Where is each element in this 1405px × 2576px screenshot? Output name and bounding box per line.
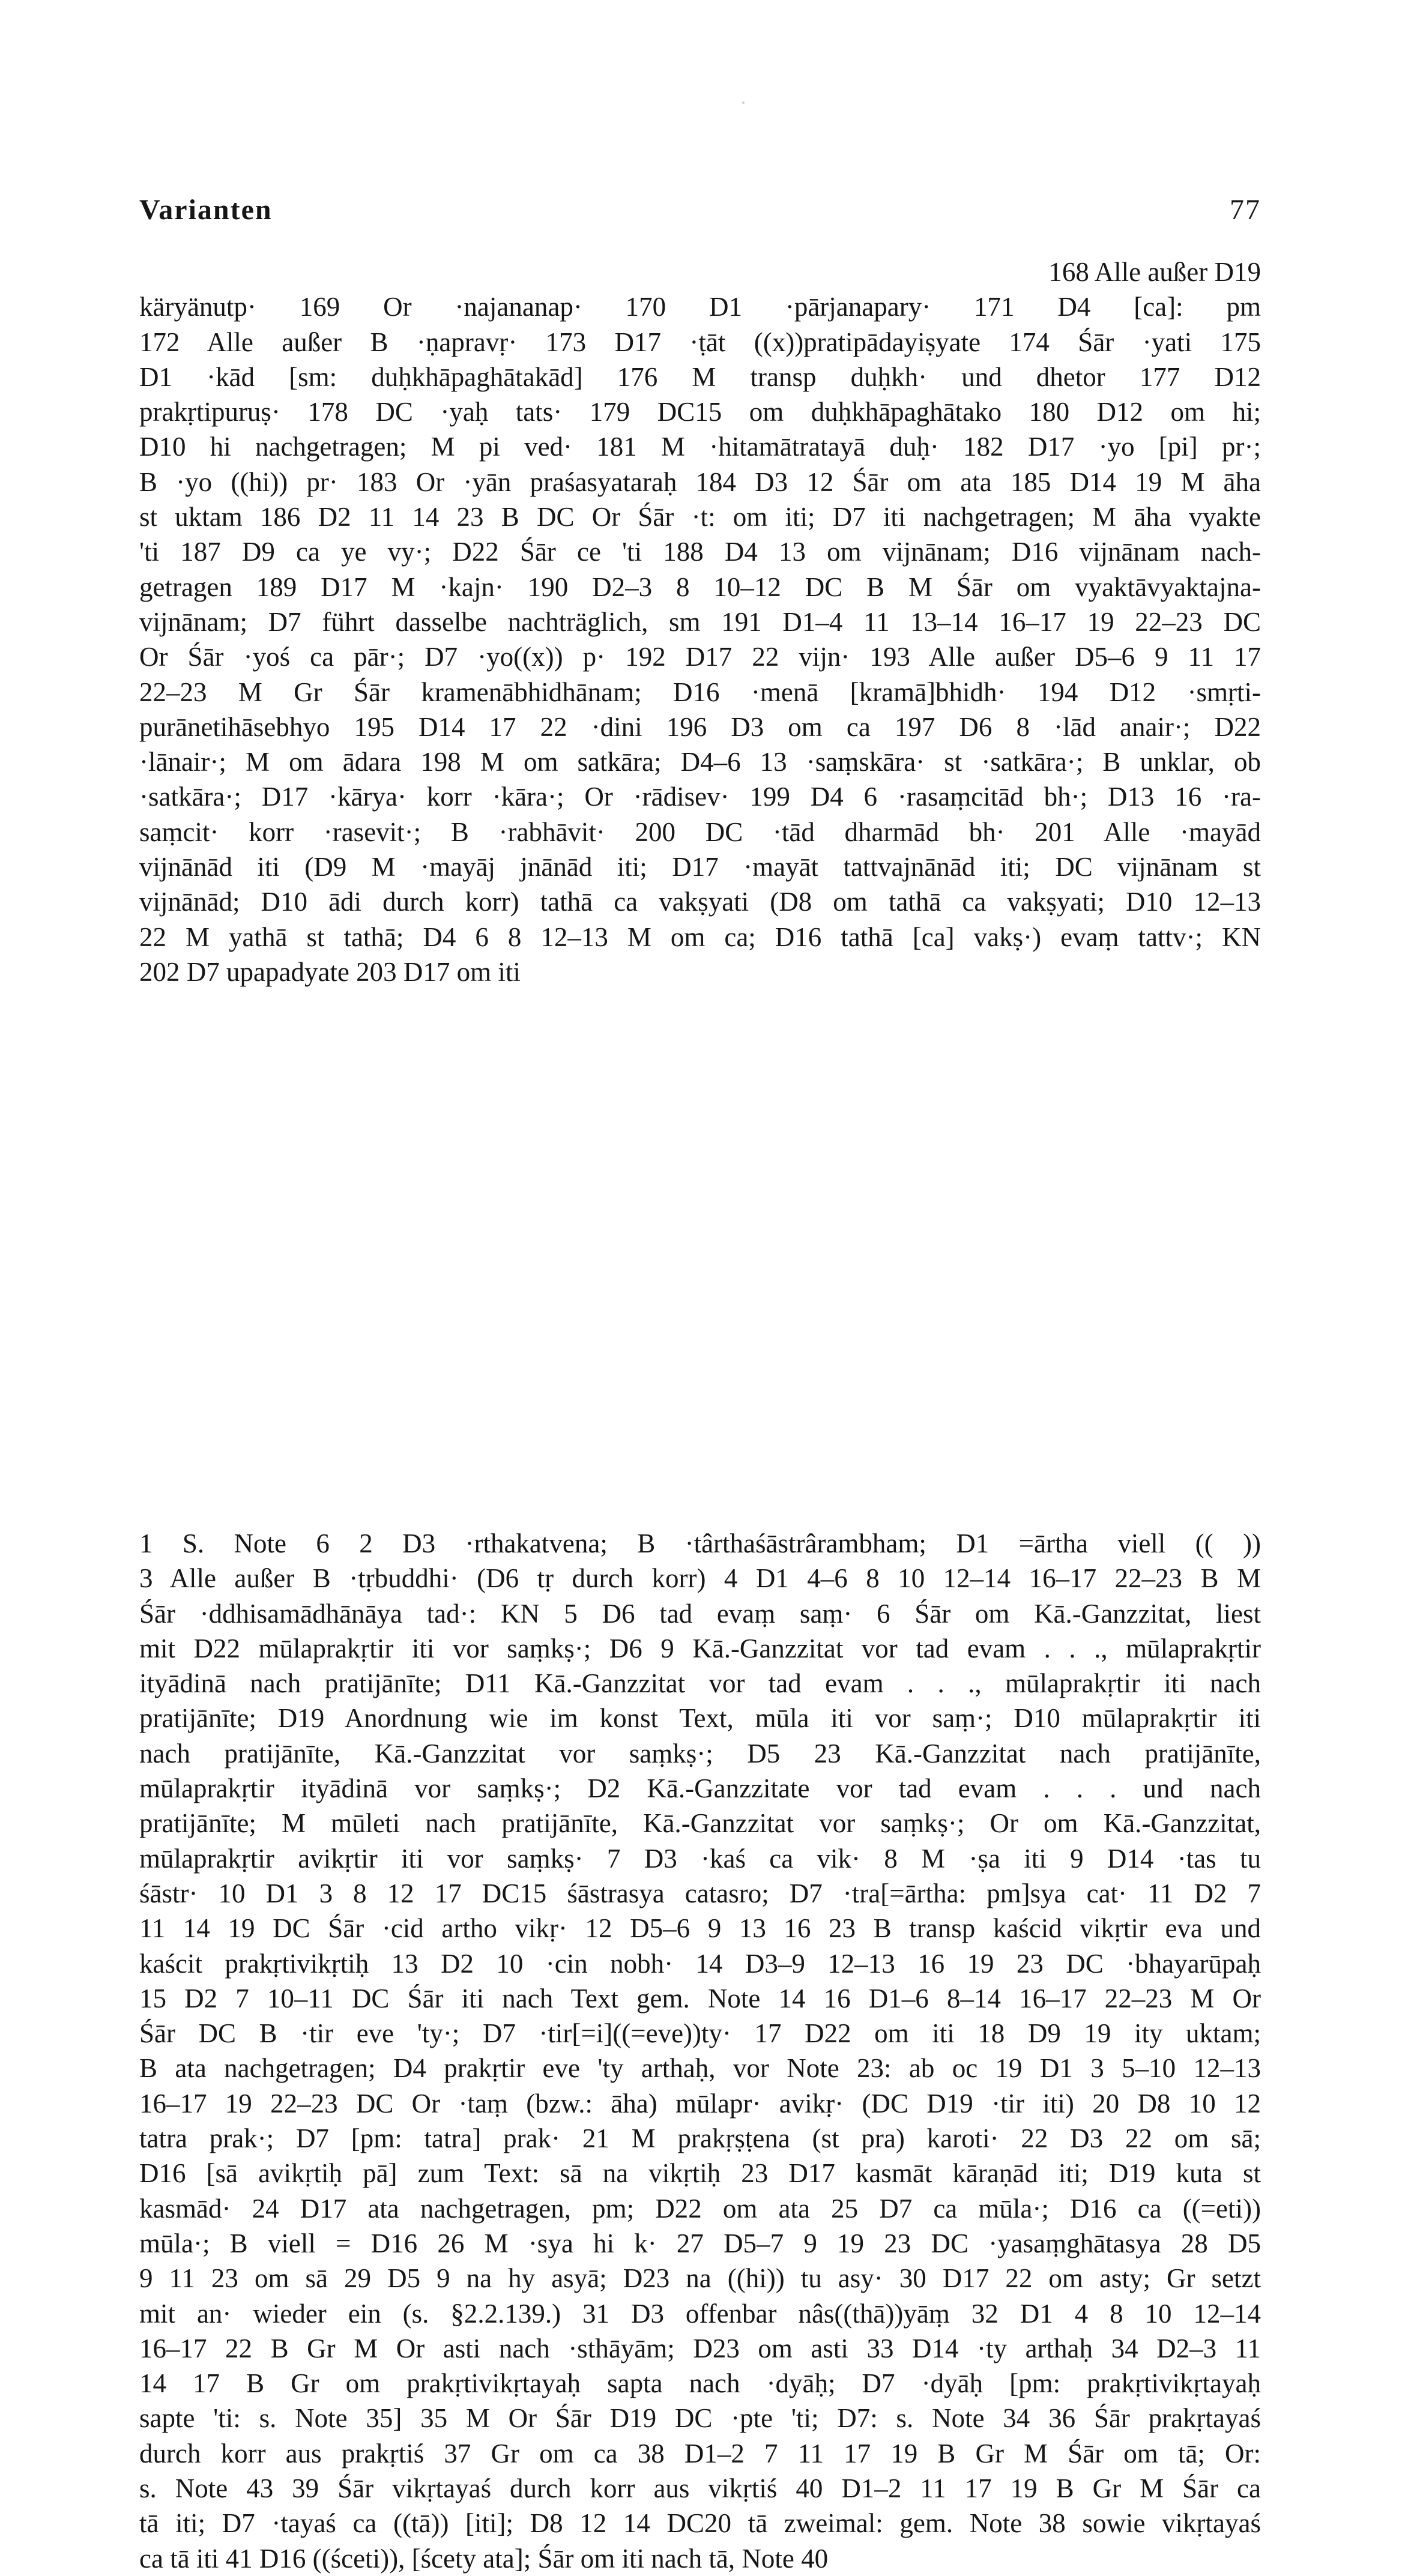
apparatus-line: pratijānīte; D19 Anordnung wie im konst Text, mūla iti vor saṃ·; D10 mūlaprakṛtir iti [139, 1703, 1261, 1734]
apparatus-line: Śār DC B ·tir eve 'ty·; D7 ·tir[=i]((=eve))ty· 17 D22 om iti 18 D9 19 ity uktam; [139, 2018, 1261, 2049]
apparatus-line: śāstr· 10 D1 3 8 12 17 DC15 śāstrasya catasro; D7 ·tra[=ārtha: pm]sya cat· 11 D2 7 [139, 1878, 1261, 1908]
speck [742, 101, 745, 104]
apparatus-line: 16–17 22 B Gr M Or asti nach ·sthāyām; D23 om asti 33 D14 ·ty arthaḥ 34 D2–3 11 [139, 2333, 1261, 2363]
page-header [139, 193, 1261, 235]
apparatus-line: getragen 189 D17 M ·kajn· 190 D2–3 8 10–12 DC B M Śār om vyaktāvyaktajna- [139, 572, 1261, 602]
apparatus-line: pratijānīte; M mūleti nach pratijānīte, Kā.-Ganzzitat vor saṃkṣ·; Or om Kā.-Ganzzitat, [139, 1808, 1261, 1839]
apparatus-block-1 [139, 255, 1261, 989]
apparatus-line: 14 17 B Gr om prakṛtivikṛtayaḥ sapta nach ·dyāḥ; D7 ·dyāḥ [pm: prakṛtivikṛtayaḥ [139, 2368, 1261, 2399]
page-number: 77 [1230, 194, 1261, 226]
apparatus-line: st uktam 186 D2 11 14 23 B DC Or Śār ·t: om iti; D7 iti nachgetragen; M āha vyakte [139, 502, 1261, 532]
apparatus-line: Or Śār ·yoś ca pār·; D7 ·yo((x)) p· 192 D17 22 vijn· 193 Alle außer D5–6 9 11 17 [139, 642, 1261, 672]
apparatus-line: 168 Alle außer D19 [1048, 257, 1261, 287]
apparatus-line: mit an· wieder ein (s. §2.2.139.) 31 D3 offenbar nâs((thā))yāṃ 32 D1 4 8 10 12–14 [139, 2298, 1261, 2329]
apparatus-line: ·satkāra·; D17 ·kārya· korr ·kāra·; Or ·rādisev· 199 D4 6 ·rasaṃcitād bh·; D13 16 ·ra- [139, 782, 1261, 812]
apparatus-line: kasmād· 24 D17 ata nachgetragen, pm; D22 om ata 25 D7 ca mūla·; D16 ca ((=eti)) [139, 2193, 1261, 2224]
apparatus-line: D1 ·kād [sm: duḥkhāpaghātakād] 176 M transp duḥkh· und dhetor 177 D12 [139, 361, 1261, 392]
apparatus-line: tatra prak·; D7 [pm: tatra] prak· 21 M prakṛṣṭena (st pra) karoti· 22 D3 22 om sā; [139, 2123, 1261, 2154]
apparatus-line: 22 M yathā st tathā; D4 6 8 12–13 M om ca; D16 tathā [ca] vakṣ·) evaṃ tattv·; KN [139, 922, 1261, 952]
apparatus-line: D10 hi nachgetragen; M pi ved· 181 M ·hitamātratayā duḥ· 182 D17 ·yo [pi] pr·; [139, 432, 1261, 462]
apparatus-line: 1 S. Note 6 2 D3 ·rthakatvena; B ·târthaśāstrârambham; D1 =ārtha viell (( )) [139, 1528, 1261, 1558]
apparatus-line: nach pratijānīte, Kā.-Ganzzitat vor saṃkṣ·; D5 23 Kā.-Ganzzitat nach pratijānīte, [139, 1738, 1261, 1769]
running-head: Varianten [139, 194, 273, 226]
apparatus-line: käryänutp· 169 Or ·najananap· 170 D1 ·pārjanapary· 171 D4 [ca]: pm [139, 292, 1261, 322]
apparatus-line: purānetihāsebhyo 195 D14 17 22 ·dini 196 D3 om ca 197 D6 8 ·lād anair·; D22 [139, 711, 1261, 742]
apparatus-line: s. Note 43 39 Śār vikṛtayaś durch korr aus vikṛtiś 40 D1–2 11 17 19 B Gr M Śār ca [139, 2473, 1261, 2504]
apparatus-line: mūla·; B viell = D16 26 M ·sya hi k· 27 D5–7 9 19 23 DC ·yasaṃghātasya 28 D5 [139, 2228, 1261, 2258]
apparatus-line: mūlaprakṛtir avikṛtir iti vor saṃkṣ· 7 D3 ·kaś ca vik· 8 M ·ṣa iti 9 D14 ·tas tu [139, 1843, 1261, 1874]
apparatus-line: prakṛtipuruṣ· 178 DC ·yaḥ tats· 179 DC15 om duḥkhāpaghātako 180 D12 om hi; [139, 397, 1261, 427]
apparatus-block-2 [139, 1526, 1261, 2576]
apparatus-line: saṃcit· korr ·rasevit·; B ·rabhāvit· 200 DC ·tād dharmād bh· 201 Alle ·mayād [139, 816, 1261, 847]
apparatus-line: ityādinā nach pratijānīte; D11 Kā.-Ganzzitat vor tad evam . . ., mūlaprakṛtir iti nach [139, 1668, 1261, 1699]
apparatus-line: Śār ·ddhisamādhānāya tad·: KN 5 D6 tad evaṃ saṃ· 6 Śār om Kā.-Ganzzitat, liest [139, 1598, 1261, 1629]
apparatus-line: 22–23 M Gr Śār kramenābhidhānam; D16 ·menā [kramā]bhidh· 194 D12 ·smṛti- [139, 677, 1261, 707]
apparatus-line: 9 11 23 om sā 29 D5 9 na hy asyā; D23 na ((hi)) tu asy· 30 D17 22 om asty; Gr setzt [139, 2263, 1261, 2294]
apparatus-line: mit D22 mūlaprakṛtir iti vor saṃkṣ·; D6 9 Kā.-Ganzzitat vor tad evam . . ., mūlaprakṛtir [139, 1633, 1261, 1664]
apparatus-line: 11 14 19 DC Śār ·cid artho vikṛ· 12 D5–6 9 13 16 23 B transp kaścid vikṛtir eva und [139, 1913, 1261, 1944]
apparatus-line: D16 [sā avikṛtiḥ pā] zum Text: sā na vikṛtiḥ 23 D17 kasmāt kāraṇād iti; D19 kuta st [139, 2158, 1261, 2189]
apparatus-line: vijnānād iti (D9 M ·mayāj jnānād iti; D17 ·mayāt tattvajnānād iti; DC vijnānam st [139, 852, 1261, 882]
apparatus-line: 16–17 19 22–23 DC Or ·taṃ (bzw.: āha) mūlapr· avikṛ· (DC D19 ·tir iti) 20 D8 10 12 [139, 2088, 1261, 2119]
apparatus-line: kaścit prakṛtivikṛtiḥ 13 D2 10 ·cin nobh· 14 D3–9 12–13 16 19 23 DC ·bhayarūpaḥ [139, 1948, 1261, 1979]
apparatus-line: 172 Alle außer B ·ṇapravṛ· 173 D17 ·ṭāt ((x))pratipādayiṣyate 174 Śār ·yati 175 [139, 327, 1261, 357]
apparatus-line: tā iti; D7 ·tayaś ca ((tā)) [iti]; D8 12 14 DC20 tā zweimal: gem. Note 38 sowie vikṛtayaś [139, 2508, 1261, 2539]
apparatus-line: 15 D2 7 10–11 DC Śār iti nach Text gem. Note 14 16 D1–6 8–14 16–17 22–23 M Or [139, 1983, 1261, 2013]
apparatus-line: mūlaprakṛtir ityādinā vor saṃkṣ·; D2 Kā.-Ganzzitate vor tad evam . . . und nach [139, 1773, 1261, 1804]
apparatus-line: sapte 'ti: s. Note 35] 35 M Or Śār D19 DC ·pte 'ti; D7: s. Note 34 36 Śār prakṛtayaś [139, 2403, 1261, 2434]
apparatus-line: vijnānam; D7 führt dasselbe nachträglich, sm 191 D1–4 11 13–14 16–17 19 22–23 DC [139, 606, 1261, 637]
apparatus-line: ·lānair·; M om ādara 198 M om satkāra; D4–6 13 ·saṃskāra· st ·satkāra·; B unklar, ob [139, 747, 1261, 777]
apparatus-line: 'ti 187 D9 ca ye vy·; D22 Śār ce 'ti 188 D4 13 om vijnānam; D16 vijnānam nach- [139, 537, 1261, 567]
apparatus-line: 3 Alle außer B ·tṛbuddhi· (D6 tṛ durch korr) 4 D1 4–6 8 10 12–14 16–17 22–23 B M [139, 1563, 1261, 1594]
apparatus-line: vijnānād; D10 ādi durch korr) tathā ca vakṣyati (D8 om tathā ca vakṣyati; D10 12–13 [139, 887, 1261, 917]
apparatus-line: B ·yo ((hi)) pr· 183 Or ·yān praśasyataraḥ 184 D3 12 Śār om ata 185 D14 19 M āha [139, 466, 1261, 497]
apparatus-line: 202 D7 upapadyate 203 D17 om iti [139, 956, 521, 987]
apparatus-line: ca tā iti 41 D16 ((śceti)), [ścety ata]; Śār om iti nach tā, Note 40 [139, 2543, 829, 2574]
apparatus-line: durch korr aus prakṛtiś 37 Gr om ca 38 D1–2 7 11 17 19 B Gr M Śār om tā; Or: [139, 2438, 1261, 2469]
apparatus-line: B ata nachgetragen; D4 prakṛtir eve 'ty arthaḥ, vor Note 23: ab oc 19 D1 3 5–10 12–13 [139, 2053, 1261, 2084]
